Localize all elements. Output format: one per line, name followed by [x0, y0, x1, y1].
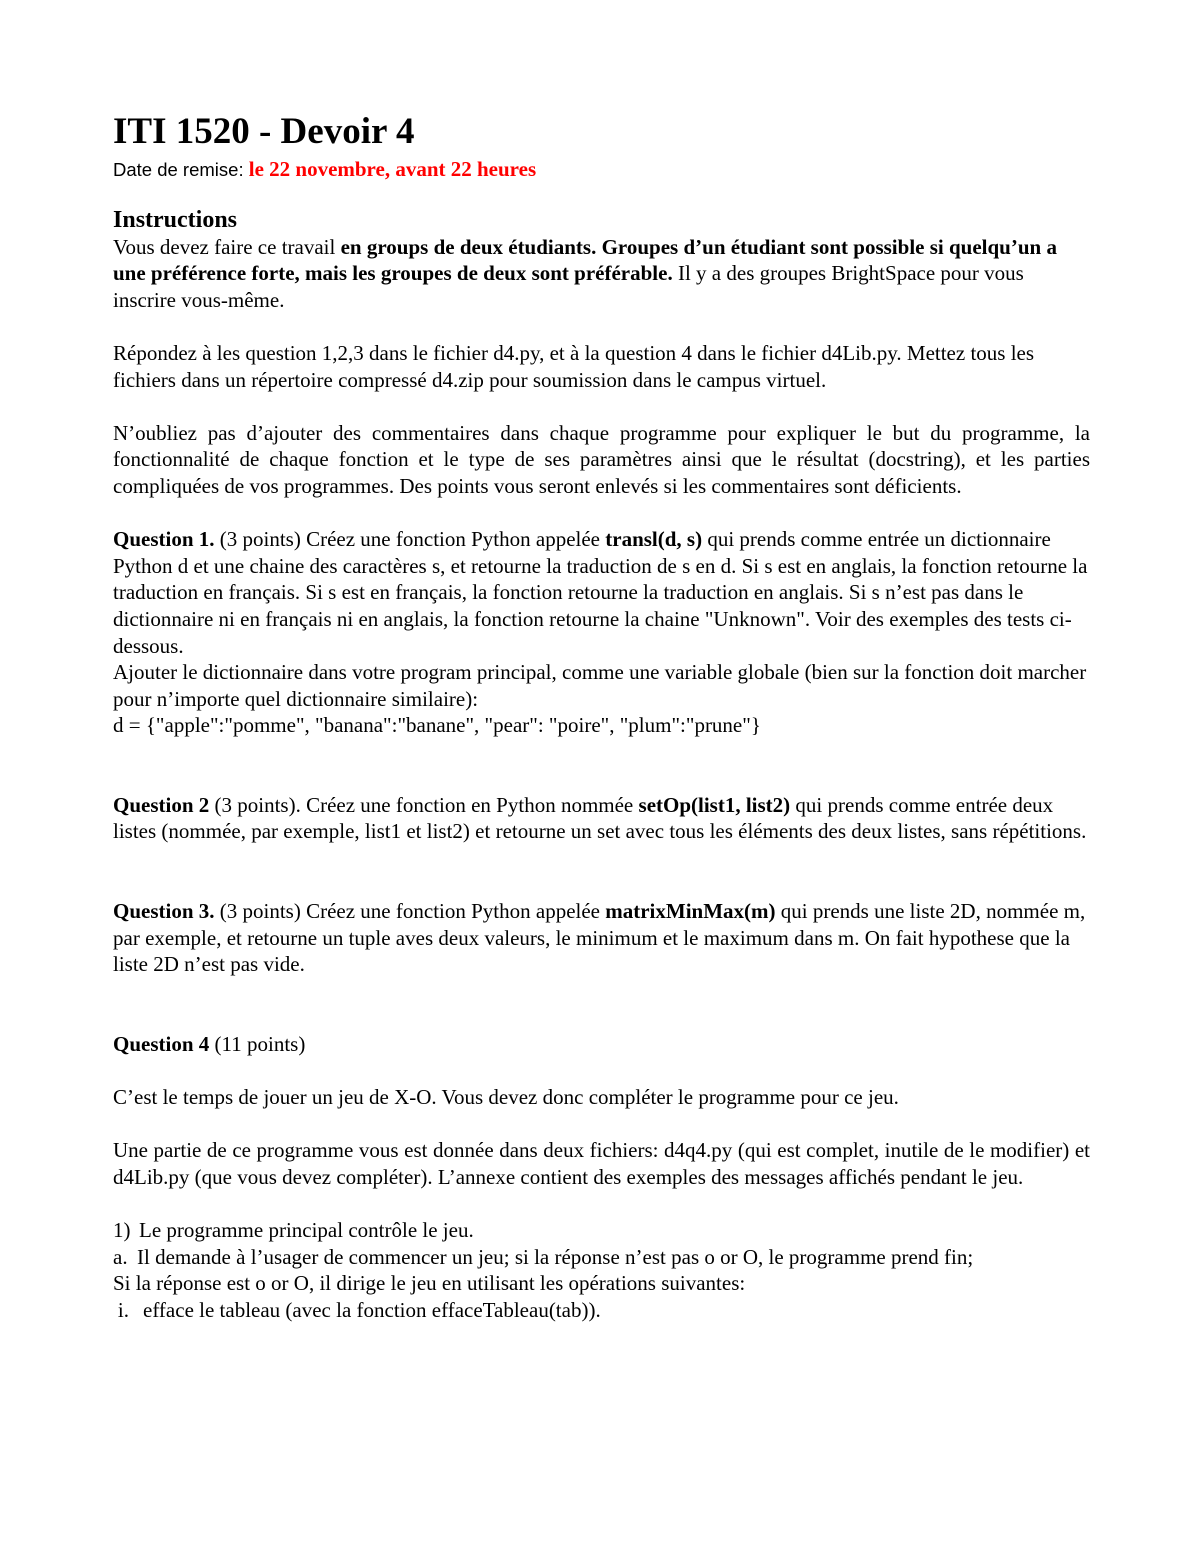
due-date-line — [113, 156, 1090, 184]
question-4-points: (11 points) — [209, 1031, 306, 1056]
question-4-label: Question 4 — [113, 1031, 210, 1056]
question-3-text: qui prends une liste 2D, nommée m, par exemple, et retourne un tuple aves deux valeurs, le minimum et le maximum dans m. On fait hypothese que la liste 2D n’est pas vide. — [113, 899, 1086, 977]
groups-text-a: Vous devez faire ce travail — [113, 234, 341, 259]
due-date-label: Date de remise: — [113, 159, 244, 180]
question-2-text: qui prends comme entrée deux listes (nommée, par exemple, list1 et list2) et retourne un set avec tous les éléments des deux listes, sans répétitions. — [113, 792, 1087, 844]
question-4-list-item-a — [113, 1244, 1090, 1271]
list-number: 1) — [113, 1218, 131, 1242]
question-2-label: Question 2 — [113, 792, 210, 817]
question-3 — [113, 898, 1090, 978]
list-roman: i. — [117, 1297, 129, 1322]
question-2-function: setOp(list1, list2) — [638, 792, 791, 817]
question-1 — [113, 526, 1090, 659]
groups-text-bold: en groups de deux étudiants. Groupes d’un étudiant sont possible si quelqu’un a une préférence forte, mais les groupes de deux sont préférable. — [113, 234, 1057, 286]
question-2 — [113, 792, 1090, 845]
document-page — [113, 110, 1090, 1323]
list-item-text: Il demande à l’usager de commencer un jeu; si la réponse n’est pas o or O, le programme prend fin; — [137, 1244, 974, 1269]
list-letter: a. — [113, 1244, 128, 1269]
question-4-list-item-1 — [113, 1217, 1090, 1244]
question-4-intro: C’est le temps de jouer un jeu de X-O. Vous devez donc compléter le programme pour ce jeu. — [113, 1085, 899, 1110]
list-item-text: efface le tableau (avec la fonction effaceTableau(tab)). — [143, 1297, 601, 1322]
question-4-list-item-i — [113, 1297, 1090, 1324]
instructions-heading: Instructions — [113, 206, 238, 233]
question-4-files: Une partie de ce programme vous est donnée dans deux fichiers: d4q4.py (qui est complet, inutile de le modifier) et d4Lib.py (que vous devez compléter). L’annexe contient des exemples des messages affichés pendant le jeu. — [113, 1138, 1090, 1189]
instructions-paragraph-groups — [113, 234, 1090, 314]
question-3-function: matrixMinMax(m) — [605, 899, 776, 924]
due-date-value: le 22 novembre, avant 22 heures — [248, 157, 537, 181]
question-1-dictionary-note: Ajouter le dictionnaire dans votre program principal, comme une variable globale (bien sur la fonction doit marcher pour n’importe quel dictionnaire similaire): — [113, 660, 1087, 711]
list-item-text: Le programme principal contrôle le jeu. — [139, 1218, 474, 1242]
question-1-label: Question 1. — [113, 527, 215, 552]
question-4-list-item-a-continued: Si la réponse est o or O, il dirige le jeu en utilisant les opérations suivantes: — [113, 1271, 746, 1296]
question-3-label: Question 3. — [113, 899, 215, 924]
groups-text-c: Il y a des groupes BrightSpace pour vous inscrire vous-même. — [113, 261, 1024, 312]
question-1-function: transl(d, s) — [605, 527, 703, 552]
question-4-heading — [113, 1031, 1090, 1058]
question-1-code: d = {"apple":"pomme", "banana":"banane", "pear": "poire", "plum":"prune"} — [113, 713, 761, 738]
question-1-text: qui prends comme entrée un dictionnaire Python d et une chaine des caractères s, et retourne la traduction de s en d. Si s est en anglais, la fonction retourne la traduction en français. Si s est en français, la fonction retourne la traduction en anglais. Si s n’est pas dans le dictionnaire ni en français ni en anglais, la fonction retourne la chaine "Unknown". Voir des exemples des tests ci-dessous. — [113, 527, 1088, 658]
question-3-points: (3 points) Créez une fonction Python appelée — [214, 899, 606, 924]
document-title: ITI 1520 - Devoir 4 — [113, 111, 415, 152]
instructions-paragraph-files: Répondez à les question 1,2,3 dans le fichier d4.py, et à la question 4 dans le fichier d4Lib.py. Mettez tous les fichiers dans un répertoire compressé d4.zip pour soumission dans le campus virtuel. — [113, 340, 1035, 392]
instructions-paragraph-comments: N’oubliez pas d’ajouter des commentaires dans chaque programme pour expliquer le but du programme, la fonctionnalité de chaque fonction et le type de ses paramètres ainsi que le résultat (docstring), et les parties compliquées de vos programmes. Des points vous seront enlevés si les commentaires sont déficients. — [113, 420, 1090, 498]
question-1-points: (3 points) Créez une fonction Python appelée — [214, 527, 606, 552]
question-2-points: (3 points). Créez une fonction en Python nommée — [209, 792, 639, 817]
